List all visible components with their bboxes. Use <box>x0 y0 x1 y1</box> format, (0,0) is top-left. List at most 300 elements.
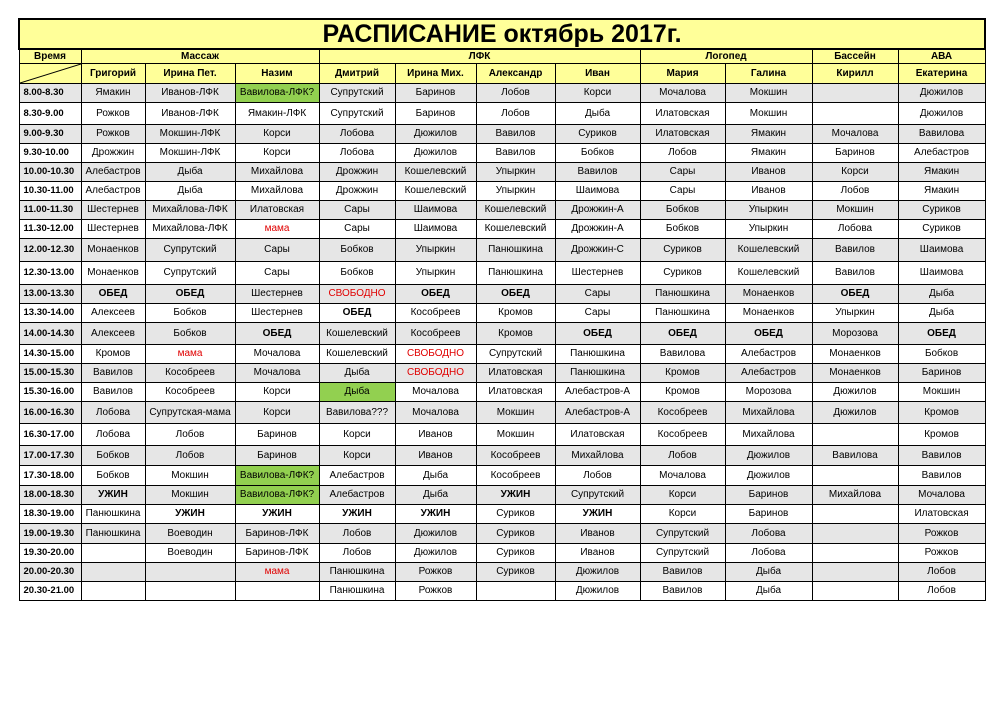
schedule-cell: Дрожжин <box>319 163 395 182</box>
schedule-cell: Вавилов <box>640 563 725 582</box>
schedule-cell <box>81 544 145 563</box>
schedule-cell: Бобков <box>145 323 235 345</box>
schedule-cell: Лобов <box>640 446 725 466</box>
schedule-cell: мама <box>235 220 319 239</box>
schedule-cell: Панюшкина <box>476 239 555 262</box>
staff-name-header: Григорий <box>81 64 145 84</box>
table-row <box>19 364 985 383</box>
schedule-cell <box>812 524 898 544</box>
schedule-cell: Панюшкина <box>319 563 395 582</box>
schedule-cell: Лобов <box>319 524 395 544</box>
time-slot: 15.00-15.30 <box>19 364 81 383</box>
schedule-cell: Кошелевский <box>319 323 395 345</box>
schedule-cell: Дыба <box>898 285 985 304</box>
schedule-cell: СВОБОДНО <box>395 345 476 364</box>
diagonal-line <box>20 64 81 83</box>
table-row <box>19 446 985 466</box>
schedule-cell: Упыркин <box>725 220 812 239</box>
schedule-cell: Вавилова-ЛФК? <box>235 466 319 486</box>
schedule-cell: Алебастров <box>725 345 812 364</box>
table-row <box>19 466 985 486</box>
schedule-cell: Михайлова-ЛФК <box>145 201 235 220</box>
schedule-cell: Михайлова <box>235 182 319 201</box>
schedule-cell: Дыба <box>898 304 985 323</box>
schedule-cell: Лобова <box>81 424 145 446</box>
schedule-cell: Михайлова <box>555 446 640 466</box>
schedule-cell: Алебастров <box>81 182 145 201</box>
schedule-cell <box>812 582 898 601</box>
schedule-cell: Лобов <box>555 466 640 486</box>
schedule-cell: ОБЕД <box>898 323 985 345</box>
schedule-cell: Кошелевский <box>476 220 555 239</box>
schedule-cell: Лобов <box>145 446 235 466</box>
schedule-cell: Мокшин <box>476 424 555 446</box>
schedule-cell: Мокшин <box>725 103 812 125</box>
table-row <box>19 220 985 239</box>
schedule-cell: Баринов <box>235 424 319 446</box>
schedule-cell: Иванов <box>725 163 812 182</box>
schedule-cell: Дыба <box>395 486 476 505</box>
schedule-cell: мама <box>145 345 235 364</box>
schedule-cell: УЖИН <box>319 505 395 524</box>
schedule-cell: Монаенков <box>725 304 812 323</box>
table-row <box>19 582 985 601</box>
schedule-cell: Мокшин <box>812 201 898 220</box>
schedule-cell: Илатовская <box>640 125 725 144</box>
schedule-cell: Лобова <box>81 402 145 424</box>
time-slot: 17.00-17.30 <box>19 446 81 466</box>
schedule-cell: Дыба <box>145 182 235 201</box>
schedule-cell: Мочалова <box>898 486 985 505</box>
schedule-cell: Алебастров-А <box>555 402 640 424</box>
schedule-cell: Шестернев <box>555 262 640 285</box>
schedule-cell <box>812 84 898 103</box>
time-slot: 20.00-20.30 <box>19 563 81 582</box>
time-slot: 11.00-11.30 <box>19 201 81 220</box>
schedule-cell: Вавилова <box>898 125 985 144</box>
schedule-cell: Дрожжин <box>81 144 145 163</box>
schedule-cell: Суриков <box>555 125 640 144</box>
schedule-cell: Рожков <box>898 544 985 563</box>
schedule-cell: Монаенков <box>812 364 898 383</box>
schedule-cell: Шестернев <box>235 285 319 304</box>
schedule-cell: Рожков <box>81 103 145 125</box>
schedule-cell: Баринов <box>725 505 812 524</box>
schedule-cell: Ямакин <box>725 144 812 163</box>
schedule-cell: Лобов <box>145 424 235 446</box>
schedule-cell: Иванов <box>555 524 640 544</box>
schedule-cell: Дюжилов <box>898 84 985 103</box>
table-row <box>19 383 985 402</box>
schedule-cell: Монаенков <box>812 345 898 364</box>
schedule-cell: Дрожжин-А <box>555 220 640 239</box>
schedule-cell: Вавилова <box>812 446 898 466</box>
schedule-cell: Илатовская <box>235 201 319 220</box>
schedule-cell: Иванов-ЛФК <box>145 103 235 125</box>
schedule-cell: Алебастров <box>319 486 395 505</box>
schedule-cell: Иванов <box>395 446 476 466</box>
schedule-cell: Илатовская <box>640 103 725 125</box>
schedule-cell: Баринов <box>395 84 476 103</box>
schedule-cell: Алебастров <box>81 163 145 182</box>
staff-name-header: Ирина Пет. <box>145 64 235 84</box>
schedule-cell <box>812 466 898 486</box>
schedule-cell: Иванов-ЛФК <box>145 84 235 103</box>
time-slot: 17.30-18.00 <box>19 466 81 486</box>
schedule-cell: ОБЕД <box>395 285 476 304</box>
schedule-cell: УЖИН <box>555 505 640 524</box>
schedule-cell: Упыркин <box>395 262 476 285</box>
table-row <box>19 125 985 144</box>
table-row <box>19 163 985 182</box>
schedule-cell: Рожков <box>898 524 985 544</box>
table-row <box>19 563 985 582</box>
staff-name-header: Александр <box>476 64 555 84</box>
schedule-cell: Воеводин <box>145 544 235 563</box>
schedule-cell: Дюжилов <box>395 125 476 144</box>
corner-cell <box>19 64 81 84</box>
schedule-cell: Мокшин <box>898 383 985 402</box>
schedule-cell: Кособреев <box>476 466 555 486</box>
schedule-cell: Кособреев <box>640 402 725 424</box>
schedule-cell: УЖИН <box>235 505 319 524</box>
schedule-cell: ОБЕД <box>640 323 725 345</box>
schedule-cell: Шестернев <box>81 220 145 239</box>
table-row <box>19 544 985 563</box>
schedule-cell: Бобков <box>81 466 145 486</box>
staff-name-header: Галина <box>725 64 812 84</box>
schedule-cell: Мочалова <box>812 125 898 144</box>
schedule-cell: Панюшкина <box>476 262 555 285</box>
schedule-cell: Корси <box>235 125 319 144</box>
schedule-cell: Сары <box>640 163 725 182</box>
schedule-cell: Суриков <box>640 239 725 262</box>
schedule-cell: Бобков <box>640 201 725 220</box>
schedule-cell: Кромов <box>898 424 985 446</box>
schedule-cell: Вавилов <box>476 125 555 144</box>
schedule-cell: Дюжилов <box>725 466 812 486</box>
schedule-cell: Дыба <box>145 163 235 182</box>
schedule-cell: УЖИН <box>476 486 555 505</box>
schedule-cell: Сары <box>555 304 640 323</box>
schedule-cell: Лобов <box>476 84 555 103</box>
schedule-cell: Панюшкина <box>81 524 145 544</box>
schedule-cell: Вавилова <box>640 345 725 364</box>
schedule-cell: Баринов <box>395 103 476 125</box>
staff-name-header: Дмитрий <box>319 64 395 84</box>
time-slot: 16.30-17.00 <box>19 424 81 446</box>
schedule-cell: Морозова <box>725 383 812 402</box>
schedule-cell: Дрожжин-С <box>555 239 640 262</box>
schedule-cell: Лобов <box>640 144 725 163</box>
schedule-cell: Лобова <box>319 144 395 163</box>
schedule-cell: Суриков <box>476 524 555 544</box>
time-slot: 12.30-13.00 <box>19 262 81 285</box>
schedule-cell: ОБЕД <box>319 304 395 323</box>
schedule-cell: Кособреев <box>145 364 235 383</box>
schedule-cell: Алебастров-А <box>555 383 640 402</box>
schedule-cell: Баринов-ЛФК <box>235 524 319 544</box>
schedule-cell: Мокшин <box>145 466 235 486</box>
time-slot: 9.30-10.00 <box>19 144 81 163</box>
schedule-cell: Супрутский <box>555 486 640 505</box>
schedule-cell: Мочалова <box>395 383 476 402</box>
staff-name-header: Иван <box>555 64 640 84</box>
schedule-cell: Сары <box>235 262 319 285</box>
schedule-cell: Корси <box>640 486 725 505</box>
schedule-table <box>18 18 986 601</box>
schedule-cell: Воеводин <box>145 524 235 544</box>
schedule-cell: Дыба <box>395 466 476 486</box>
schedule-cell: Дюжилов <box>812 402 898 424</box>
schedule-cell: Кособреев <box>395 304 476 323</box>
time-slot: 8.30-9.00 <box>19 103 81 125</box>
schedule-cell: Михайлова <box>235 163 319 182</box>
schedule-cell: Суриков <box>898 201 985 220</box>
schedule-cell: Вавилов <box>555 163 640 182</box>
schedule-cell: Мокшин <box>476 402 555 424</box>
schedule-cell: Дыба <box>319 364 395 383</box>
schedule-cell: Сары <box>319 220 395 239</box>
schedule-cell <box>812 544 898 563</box>
schedule-cell: Кошелевский <box>395 163 476 182</box>
schedule-cell: Упыркин <box>476 182 555 201</box>
schedule-cell: Кромов <box>476 323 555 345</box>
schedule-cell: Рожков <box>81 125 145 144</box>
schedule-cell: Лобова <box>812 220 898 239</box>
schedule-cell: Монаенков <box>81 239 145 262</box>
schedule-cell: Бобков <box>555 144 640 163</box>
schedule-cell: Дюжилов <box>555 563 640 582</box>
schedule-cell: Кошелевский <box>725 262 812 285</box>
schedule-cell: СВОБОДНО <box>319 285 395 304</box>
staff-name-header: Ирина Мих. <box>395 64 476 84</box>
schedule-cell: Суриков <box>476 563 555 582</box>
schedule-cell: Михайлова <box>812 486 898 505</box>
schedule-cell: Шаимова <box>395 201 476 220</box>
schedule-cell: Упыркин <box>725 201 812 220</box>
schedule-cell: Мочалова <box>640 466 725 486</box>
schedule-cell: Михайлова <box>725 424 812 446</box>
time-slot: 12.00-12.30 <box>19 239 81 262</box>
schedule-cell: Лобов <box>319 544 395 563</box>
table-row <box>19 323 985 345</box>
table-row <box>19 285 985 304</box>
schedule-cell: Сары <box>235 239 319 262</box>
schedule-cell: Бобков <box>640 220 725 239</box>
schedule-cell: Дюжилов <box>898 103 985 125</box>
schedule-cell: Шестернев <box>235 304 319 323</box>
table-row <box>19 424 985 446</box>
time-slot: 19.00-19.30 <box>19 524 81 544</box>
time-slot: 14.00-14.30 <box>19 323 81 345</box>
schedule-cell: Ямакин <box>81 84 145 103</box>
schedule-cell: Корси <box>555 84 640 103</box>
schedule-cell: Шаимова <box>555 182 640 201</box>
schedule-cell: Суриков <box>640 262 725 285</box>
schedule-cell: Кромов <box>898 402 985 424</box>
schedule-cell: Лобова <box>319 125 395 144</box>
schedule-cell: Супрутский <box>640 524 725 544</box>
time-slot: 15.30-16.00 <box>19 383 81 402</box>
schedule-cell: Алебастров <box>725 364 812 383</box>
schedule-cell <box>81 582 145 601</box>
schedule-cell: Дыба <box>725 582 812 601</box>
schedule-cell: Мочалова <box>395 402 476 424</box>
schedule-cell: Корси <box>812 163 898 182</box>
schedule-cell: Бобков <box>898 345 985 364</box>
schedule-cell: Шестернев <box>81 201 145 220</box>
schedule-cell: Дыба <box>555 103 640 125</box>
schedule-cell: Корси <box>319 446 395 466</box>
schedule-cell: Панюшкина <box>319 582 395 601</box>
schedule-cell: Алебастров <box>898 144 985 163</box>
table-row <box>19 524 985 544</box>
time-slot: 9.00-9.30 <box>19 125 81 144</box>
time-slot: 10.00-10.30 <box>19 163 81 182</box>
schedule-cell: Кошелевский <box>319 345 395 364</box>
group-header: Бассейн <box>812 49 898 64</box>
schedule-cell <box>81 563 145 582</box>
schedule-cell: Вавилов <box>812 239 898 262</box>
schedule-cell: Вавилова??? <box>319 402 395 424</box>
schedule-cell: Сары <box>555 285 640 304</box>
group-header: ЛФК <box>319 49 640 64</box>
time-slot: 13.00-13.30 <box>19 285 81 304</box>
time-slot: 11.30-12.00 <box>19 220 81 239</box>
schedule-cell: Баринов <box>725 486 812 505</box>
schedule-cell: Мочалова <box>235 364 319 383</box>
schedule-cell: Шаимова <box>898 262 985 285</box>
schedule-cell: Алебастров <box>319 466 395 486</box>
schedule-cell: Михайлова <box>725 402 812 424</box>
schedule-cell: Мокшин-ЛФК <box>145 125 235 144</box>
schedule-cell: Дюжилов <box>395 144 476 163</box>
schedule-cell: Супрутский <box>145 239 235 262</box>
schedule-cell: Мокшин <box>145 486 235 505</box>
schedule-cell: Панюшкина <box>555 364 640 383</box>
schedule-cell: Супрутский <box>319 103 395 125</box>
schedule-cell: Кошелевский <box>725 239 812 262</box>
schedule-cell: Шаимова <box>395 220 476 239</box>
schedule-cell: Илатовская <box>555 424 640 446</box>
table-row <box>19 201 985 220</box>
schedule-cell: Алексеев <box>81 323 145 345</box>
schedule-cell: Баринов <box>812 144 898 163</box>
schedule-cell: Баринов <box>235 446 319 466</box>
group-header: Массаж <box>81 49 319 64</box>
time-slot: 18.00-18.30 <box>19 486 81 505</box>
schedule-cell: ОБЕД <box>725 323 812 345</box>
schedule-cell: Монаенков <box>81 262 145 285</box>
schedule-cell: Дыба <box>725 563 812 582</box>
time-slot: 10.30-11.00 <box>19 182 81 201</box>
schedule-cell: Дюжилов <box>395 544 476 563</box>
schedule-cell <box>812 103 898 125</box>
schedule-cell: Иванов <box>555 544 640 563</box>
schedule-cell: Рожков <box>395 563 476 582</box>
schedule-cell: Суриков <box>476 544 555 563</box>
schedule-cell: Корси <box>235 144 319 163</box>
schedule-cell: ОБЕД <box>812 285 898 304</box>
schedule-cell <box>145 563 235 582</box>
schedule-cell: ОБЕД <box>555 323 640 345</box>
table-row <box>19 505 985 524</box>
schedule-cell: Баринов <box>898 364 985 383</box>
table-row <box>19 486 985 505</box>
schedule-cell: Вавилов <box>81 364 145 383</box>
schedule-cell: Кошелевский <box>395 182 476 201</box>
time-slot: 8.00-8.30 <box>19 84 81 103</box>
schedule-cell: Лобов <box>898 563 985 582</box>
schedule-cell: Суриков <box>898 220 985 239</box>
schedule-cell: Илатовская <box>476 364 555 383</box>
schedule-cell: Кособреев <box>640 424 725 446</box>
schedule-cell: Вавилов <box>476 144 555 163</box>
schedule-cell: Супрутский <box>476 345 555 364</box>
schedule-cell: Илатовская <box>898 505 985 524</box>
schedule-cell: ОБЕД <box>476 285 555 304</box>
schedule-cell: Вавилов <box>898 446 985 466</box>
schedule-cell: Кромов <box>81 345 145 364</box>
schedule-cell: Кособреев <box>145 383 235 402</box>
table-row <box>19 144 985 163</box>
schedule-cell: Сары <box>640 182 725 201</box>
schedule-cell: СВОБОДНО <box>395 364 476 383</box>
schedule-cell: Суриков <box>476 505 555 524</box>
schedule-cell: ОБЕД <box>235 323 319 345</box>
schedule-cell: ОБЕД <box>145 285 235 304</box>
table-row <box>19 103 985 125</box>
schedule-cell: мама <box>235 563 319 582</box>
schedule-cell: Лобов <box>898 582 985 601</box>
table-row <box>19 402 985 424</box>
schedule-cell: Лобова <box>725 544 812 563</box>
schedule-cell: Дыба <box>319 383 395 402</box>
schedule-cell: Шаимова <box>898 239 985 262</box>
schedule-cell <box>812 424 898 446</box>
schedule-cell: Супрутский <box>145 262 235 285</box>
staff-name-header: Назим <box>235 64 319 84</box>
schedule-cell: УЖИН <box>145 505 235 524</box>
time-slot: 20.30-21.00 <box>19 582 81 601</box>
schedule-cell: Иванов <box>725 182 812 201</box>
schedule-cell: Лобов <box>476 103 555 125</box>
schedule-cell: Ямакин <box>725 125 812 144</box>
schedule-cell: Супрутский <box>319 84 395 103</box>
schedule-cell: Вавилова-ЛФК? <box>235 84 319 103</box>
schedule-cell: Рожков <box>395 582 476 601</box>
schedule-cell: Корси <box>235 383 319 402</box>
schedule-cell: Мочалова <box>640 84 725 103</box>
schedule-cell: Дюжилов <box>812 383 898 402</box>
table-row <box>19 262 985 285</box>
schedule-cell: Кособреев <box>476 446 555 466</box>
schedule-cell: Вавилов <box>81 383 145 402</box>
schedule-cell: Бобков <box>319 239 395 262</box>
schedule-cell: Ямакин <box>898 163 985 182</box>
schedule-cell: Лобова <box>725 524 812 544</box>
schedule-cell: Упыркин <box>395 239 476 262</box>
schedule-cell <box>145 582 235 601</box>
schedule-cell: Сары <box>319 201 395 220</box>
schedule-cell: Дрожжин <box>319 182 395 201</box>
schedule-cell: Панюшкина <box>640 285 725 304</box>
schedule-cell: Вавилов <box>812 262 898 285</box>
staff-name-header: Мария <box>640 64 725 84</box>
schedule-cell: Мочалова <box>235 345 319 364</box>
staff-name-header: Кирилл <box>812 64 898 84</box>
